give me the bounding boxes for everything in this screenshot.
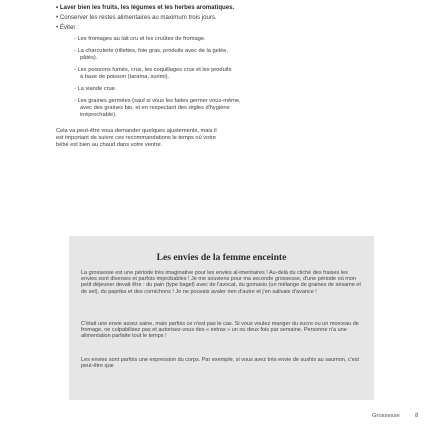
avoid-text: Les fromages au lait cru et les croûtes de fromage. [77, 36, 206, 42]
avoid-item-charcuterie-cont [80, 55, 97, 61]
avoid-text: à base de poisson (tarama, surimi). [80, 74, 170, 80]
avoid-text: Les poissons fumés, crus, les coquillages crus et les produits [77, 67, 232, 73]
avoid-text: La viande crue. [77, 86, 117, 92]
bullet-text: Laver bien les fruits, les légumes et les herbes aromatiques. [59, 4, 235, 11]
avoid-text: pâtés). [80, 55, 98, 61]
note-line-1: Cela va peut-être vous demander quelques ajustements, mais il [56, 128, 217, 134]
box-title: Les envies de la femme enceinte [156, 252, 287, 263]
bullet-text: Éviter : [59, 24, 79, 31]
box-paragraph-3: Les envies sont parfois une expression du corps. Par exemple, si vous avez très envie de sushis au saumon, c'est peut-être que [81, 357, 360, 370]
avoid-text: La charcuterie (rillettes, foie gras, produits avec de la gelée, [77, 48, 228, 54]
avoid-item-sprouts-cont2 [80, 112, 117, 118]
note-line-2: est important de suivre ces recommandations le temps où votre [56, 135, 216, 141]
avoid-item-raw-meat: - La viande crue. [74, 86, 117, 92]
avoid-text: avec des graines bio, et en respectant des règles d'hygiène [80, 105, 230, 111]
footer-section-label: Grossesse [372, 413, 400, 419]
bullet-avoid: • Éviter : [56, 24, 79, 31]
avoid-text: Les graines germées (sauf si vous les faites germer vous-même, [77, 98, 241, 104]
avoid-item-sprouts-cont1 [80, 105, 230, 111]
avoid-text: irréprochable). [80, 112, 117, 118]
avoid-item-fish-cont [80, 74, 169, 80]
bullet-wash-produce: • Laver bien les fruits, les légumes et les herbes aromatiques. [56, 4, 235, 11]
avoid-item-charcuterie: - La charcuterie (rillettes, foie gras, produits avec de la gelée, [74, 48, 228, 54]
bullet-text: Conserver les restes alimentaires au maximum trois jours. [59, 14, 217, 21]
box-paragraph-1: La grossesse est une période très imaginative pour les envies al-imentaires ! Au-delà du cliché des fraises les envies sont diverses et parfois improbables ! Je me souviens pour ma seconde grossesse, d'une période où mon petit déjeuner devait être : du pain (type bagel) avec de l'avocat, du gomasio (un mélange de graines de sésame et de sel), du paprika et des cornichons ! Je ne pouvais avaler rien d'autre et j'en salivais d'avance ! [81, 270, 361, 295]
avoid-item-fish: - Les poissons fumés, crus, les coquillages crus et les produits [74, 67, 232, 73]
avoid-item-cheese: - Les fromages au lait cru et les croûtes de fromage. [74, 36, 206, 42]
bullet-leftovers: • Conserver les restes alimentaires au maximum trois jours. [56, 14, 217, 21]
page-number: 8 [415, 413, 419, 419]
note-line-3: bébé est bien au chaud dans votre ventre. [56, 142, 163, 148]
avoid-item-sprouts: - Les graines germées (sauf si vous les faites germer vous-même, [74, 98, 241, 104]
info-box [69, 236, 374, 400]
box-paragraph-2: C'était une envie assez saine, mais parfois ce n'est pas le cas. Si vous voulez manger du sucre ou un morceau de fromage, ne culpabilisez pas et autorisez-vous des « extras » un ou deux fois par semaine. Personne n'a une alimentation parfaite tout le temps ! [81, 321, 359, 340]
